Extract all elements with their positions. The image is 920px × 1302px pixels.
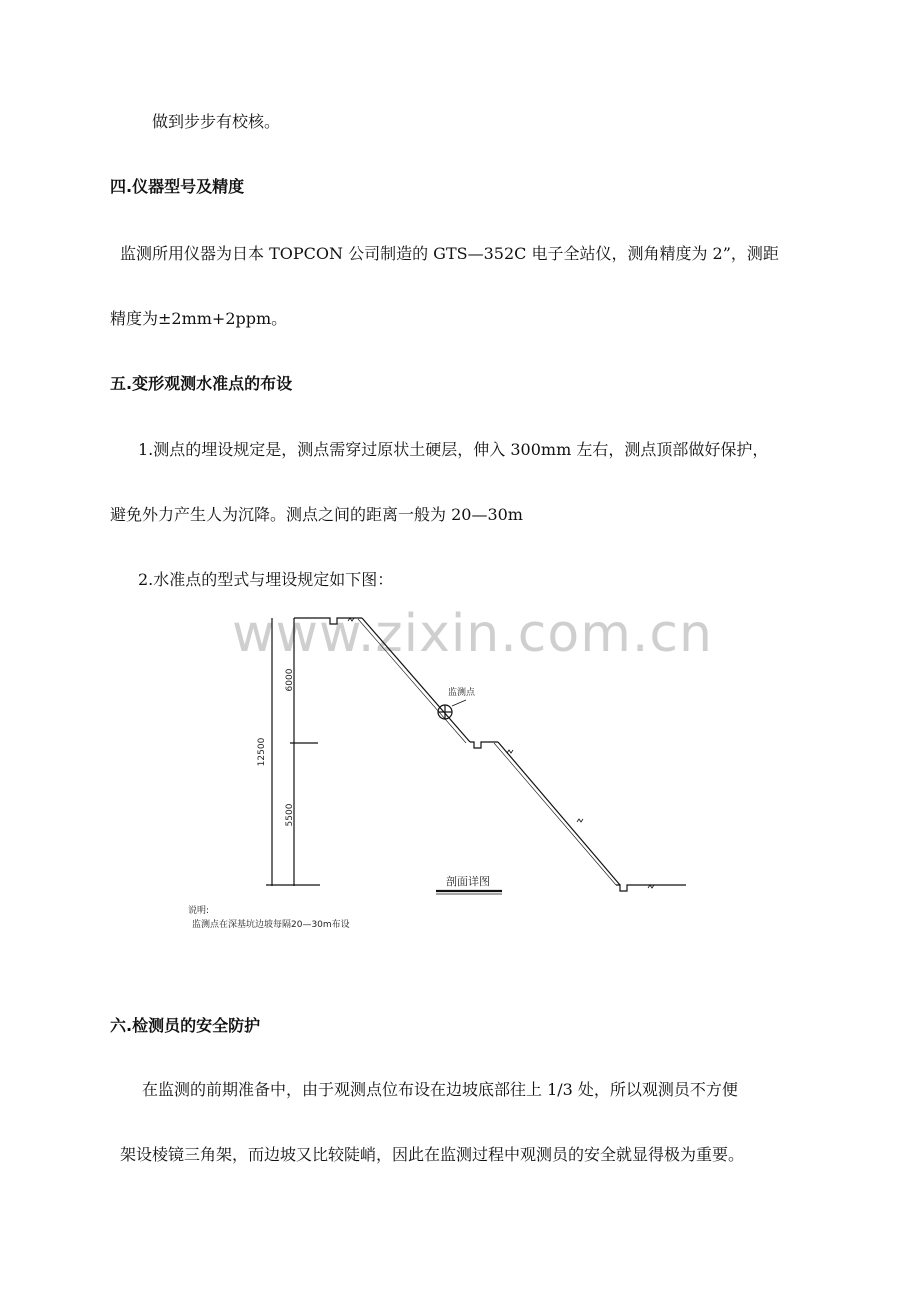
- dimension-label-upper: 6000: [285, 668, 295, 692]
- dimension-label-total: 12500: [257, 737, 267, 767]
- watermark: www.zixin.com.cn: [232, 604, 713, 664]
- dimension-label-lower: 5500: [285, 803, 295, 827]
- section-heading-4: 四.仪器型号及精度: [110, 177, 245, 196]
- paragraph-line: 在监测的前期准备中，由于观测点位布设在边坡底部往上 1/3 处，所以观测员不方便: [142, 1080, 738, 1099]
- section-heading-5: 五.变形观测水准点的布设: [110, 374, 293, 393]
- monitor-point-label: 监测点: [448, 688, 476, 698]
- paragraph-line: 1.测点的埋设规定是，测点需穿过原状土硬层，伸入 300mm 左右，测点顶部做好保护，: [138, 440, 769, 459]
- figure-note-text: 监测点在深基坑边坡每隔20—30m布设: [192, 920, 350, 930]
- paragraph-line: 避免外力产生人为沉降。测点之间的距离一般为 20—30m: [110, 505, 523, 524]
- lower-slope-line: [498, 742, 620, 885]
- figure-note-title: 说明:: [188, 906, 210, 916]
- paragraph-line: 监测所用仪器为日本 TOPCON 公司制造的 GTS—352C 电子全站仪，测角精度为 2”，测距: [120, 244, 779, 263]
- bench-line: [470, 742, 498, 748]
- upper-slope-line: [362, 618, 470, 742]
- paragraph-line: 做到步步有校核。: [152, 112, 281, 131]
- paragraph-line: 精度为±2mm+2ppm。: [110, 309, 288, 328]
- section-heading-6: 六.检测员的安全防护: [110, 1016, 261, 1035]
- paragraph-line: 2.水准点的型式与埋设规定如下图：: [138, 570, 394, 589]
- section-title: 剖面详图: [446, 875, 490, 888]
- paragraph-line: 架设棱镜三角架，而边坡又比较陡峭，因此在监测过程中观测员的安全就显得极为重要。: [120, 1145, 745, 1164]
